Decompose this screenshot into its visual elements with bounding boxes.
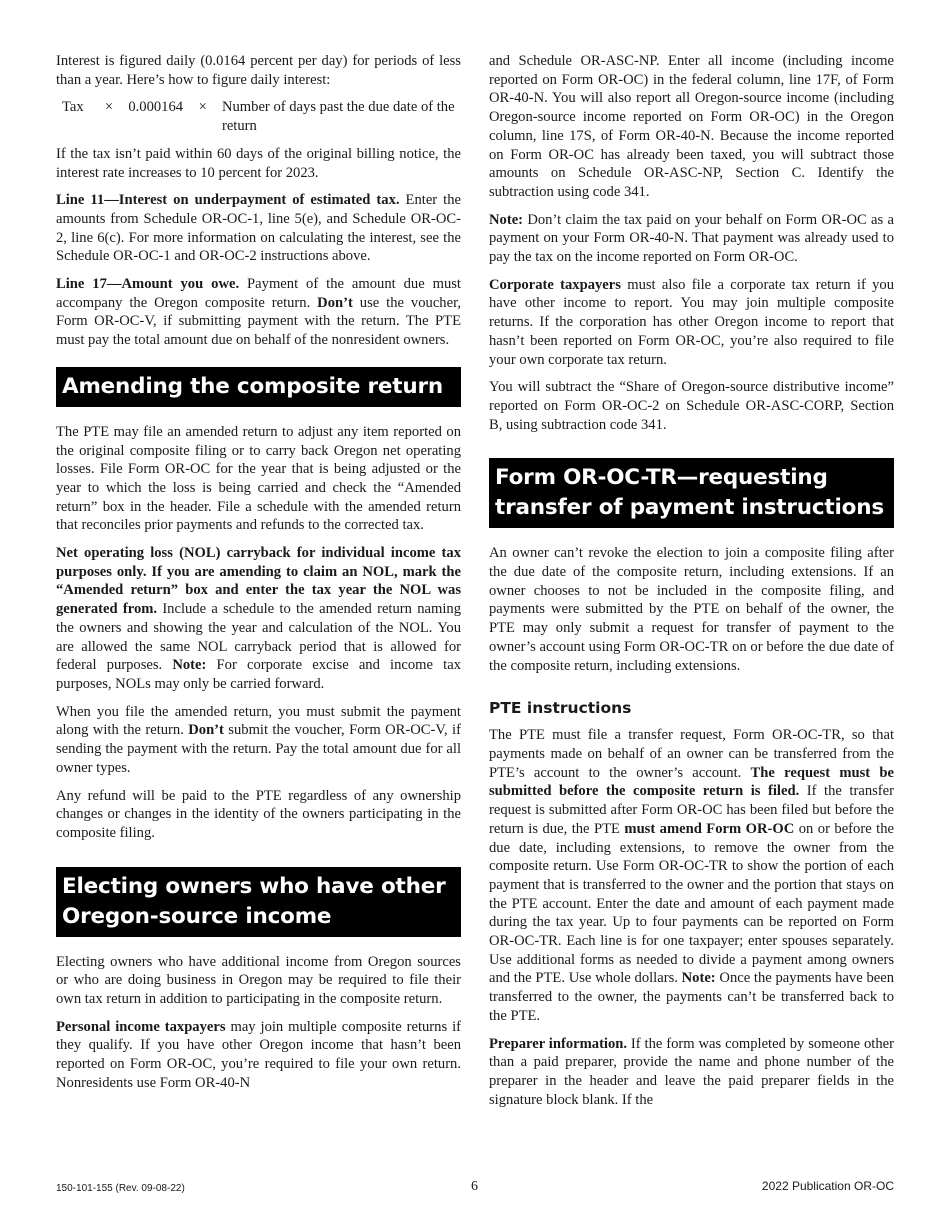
corporate-taxpayers-paragraph (489, 276, 894, 370)
electing-paragraph: Electing owners who have additional income from Oregon sources or who are doing business in Oregon may be required to file their own tax return in addition to participating in the composite return. (56, 953, 461, 1008)
line-17-text: Payment of the amount due must accompany the Oregon composite return. (56, 276, 461, 311)
transfer-paragraph: An owner can’t revoke the election to join a composite filing after the due date of the composite return, including extensions. If an owner chooses to not be included in the composite filing, and payments were submitted by the PTE on behalf of the owner, the PTE may only submit a request for transfer of payment to the owner’s account using Form OR-OC-TR on or before the due date of the composite return, including extensions. (489, 545, 894, 674)
amend-payment-paragraph (56, 703, 461, 778)
subtract-share-paragraph: You will subtract the “Share of Oregon-source distributive income” reported on Form OR-OC-2 on Schedule OR-ASC-CORP, Section B, using subtraction code 341. (489, 379, 894, 433)
formula-times: × (104, 99, 114, 116)
form-revision-number: 150-101-155 (Rev. 09-08-22) (56, 1183, 185, 1194)
personal-taxpayers-paragraph (56, 1018, 461, 1093)
personal-taxpayers-text: may join multiple composite returns if they qualify. If you have other Oregon income that hasn’t been reported on Form OR-OC, you’re required to file your own return. Nonresidents use Form OR-40-N (56, 1018, 461, 1091)
pte-bold-2: must amend Form OR-OC (624, 820, 795, 837)
page-number: 6 (471, 1179, 478, 1194)
formula-tax: Tax (62, 99, 84, 116)
pte-text-1: The PTE must file a transfer request, Form OR-OC-TR, so that payments made on behalf of an owner can be transferred from the PTE’s account to the owner’s account. (489, 727, 894, 781)
pte-instructions-paragraph (489, 726, 894, 1025)
schedule-asc-paragraph: and Schedule OR-ASC-NP. Enter all income (including income reported on Form OR-OC) in the federal column, line 17F, of Form OR-40-N. You will also report all Oregon-source income (including Oregon-source income reported on Form OR-OC) in the Oregon column, line 17S, of Form OR-40-N. Because the income reported on Form OR-OC has already been taxed, you will subtract those amounts on Schedule OR-ASC-NP, Section C. Identify the subtraction using code 341. (489, 53, 894, 200)
right-column (489, 52, 894, 1118)
note-label: Note: (489, 211, 524, 228)
line-11-lead: Line 11—Interest on underpayment of estimated tax. (56, 192, 400, 209)
amend-paragraph: The PTE may file an amended return to adjust any item reported on the original composite filing or to carry back Oregon net operating losses. File Form OR-OC for the year that is being adjusted or the year to which the loss is being carried and check the “Amended return” box in the header. File a schedule with the amended return that reconciles prior payments and refunds to the corrected tax. (56, 423, 461, 534)
line-11-paragraph (56, 191, 461, 266)
preparer-text: If the form was completed by someone other than a paid preparer, provide the name and phone number of the preparer in the header and leave the paid preparer fields in the signature block blank. If the (489, 1035, 894, 1108)
nol-text: Include a schedule to the amended return naming the owners and showing the year and calculation of the NOL. You are allowed the same NOL carryback period that is allowed for federal purposes. (56, 601, 461, 674)
pte-text-2: If the transfer request is submitted after Form OR-OC has been filed but before the return is due, the PTE (489, 783, 894, 837)
nol-note-label: Note: (172, 657, 207, 674)
corporate-taxpayers-lead: Corporate taxpayers (489, 276, 621, 293)
nol-lead: Net operating loss (NOL) carryback for individual income tax purposes only. If you are amending to claim an NOL, mark the “Amended return” box and enter the tax year the NOL was generated from. (56, 545, 461, 618)
interest-daily-paragraph: Interest is figured daily (0.0164 percent per day) for periods of less than a year. Here’s how to figure daily interest: (56, 53, 461, 88)
line-17-lead: Line 17—Amount you owe. (56, 276, 240, 293)
note-text: Don’t claim the tax paid on your behalf on Form OR-OC as a payment on your Form OR-40-N. That payment was already used to pay the tax on the income reported on Form OR-OC. (489, 211, 894, 266)
pte-text-3: on or before the due date, including extensions, to remove the owner from the composite return. Use Form OR-OC-TR to show the portion of each payment that is transferred to the owner and the portion that stays on the PTE account. Enter the date and amount of each payment made during the tax year. Up to four payments can be reported on Form OR-OC-TR. Each line is for one taxpayer; enter spouses separately. Use additional forms as needed to divide a payment among owners and the PTE. Use whole dollars. (489, 820, 894, 987)
note-paragraph (489, 211, 894, 267)
preparer-paragraph (489, 1035, 894, 1110)
formula-rate: 0.000164 (128, 99, 184, 116)
formula-days: Number of days past the due date of the return (221, 99, 455, 135)
amend-payment-text: When you file the amended return, you must submit the payment along with the return. (56, 703, 461, 739)
line-17-text-2: use the voucher, Form OR-OC-V, if submitting payment with the return. The PTE must pay the total amount due on behalf of the nonresident owners. (56, 294, 461, 349)
dont-emphasis: Don’t (317, 294, 353, 311)
pte-bold-1: The request must be submitted before the composite return is filed. (489, 764, 894, 800)
pte-note-label: Note: (681, 970, 716, 987)
daily-interest-formula (62, 98, 461, 135)
line-11-text: Enter the amounts from Schedule OR-OC-1, line 5(e), and Schedule OR-OC-2, line 6(c). For more information on calculating the interest, see the Schedule OR-OC-1 and OR-OC-2 instructions above. (56, 192, 462, 265)
heading-amending: Amending the composite return (56, 367, 461, 407)
page-footer (0, 1179, 950, 1199)
refund-paragraph: Any refund will be paid to the PTE regardless of any ownership changes or changes in the identity of the owners participating in the composite filing. (56, 787, 461, 841)
line-17-paragraph (56, 275, 461, 350)
interest-rate-paragraph: If the tax isn’t paid within 60 days of the original billing notice, the interest rate increases to 10 percent for 2023. (56, 145, 461, 181)
amend-payment-text-2: submit the voucher, Form OR-OC-V, if sending the payment with the return. Pay the total amount due for all owner types. (56, 722, 461, 776)
publication-name: 2022 Publication OR-OC (761, 1179, 894, 1193)
pte-text-4: Once the payments have been transferred to the owner, the payments can’t be transferred back to the PTE. (489, 970, 894, 1024)
subheading-pte-instructions: PTE instructions (489, 699, 632, 718)
corporate-taxpayers-text: must also file a corporate tax return if you have other income to report. You may join multiple composite returns. If the corporation has other Oregon income to report that hasn’t been reported on Form OR-OC, you’re also required to file your own corporate tax return. (489, 276, 894, 368)
dont-emphasis: Don’t (188, 722, 224, 739)
formula-times: × (198, 99, 207, 116)
left-column (56, 52, 461, 1102)
personal-taxpayers-lead: Personal income taxpayers (56, 1018, 226, 1035)
nol-note-text: For corporate excise and income tax purposes, NOLs may only be carried forward. (56, 657, 461, 692)
preparer-lead: Preparer information. (489, 1035, 628, 1052)
nol-paragraph (56, 544, 461, 694)
heading-electing-owners: Electing owners who have other Oregon-source income (56, 867, 461, 937)
heading-transfer-of-payment: Form OR-OC-TR—requesting transfer of payment instructions (489, 458, 894, 528)
